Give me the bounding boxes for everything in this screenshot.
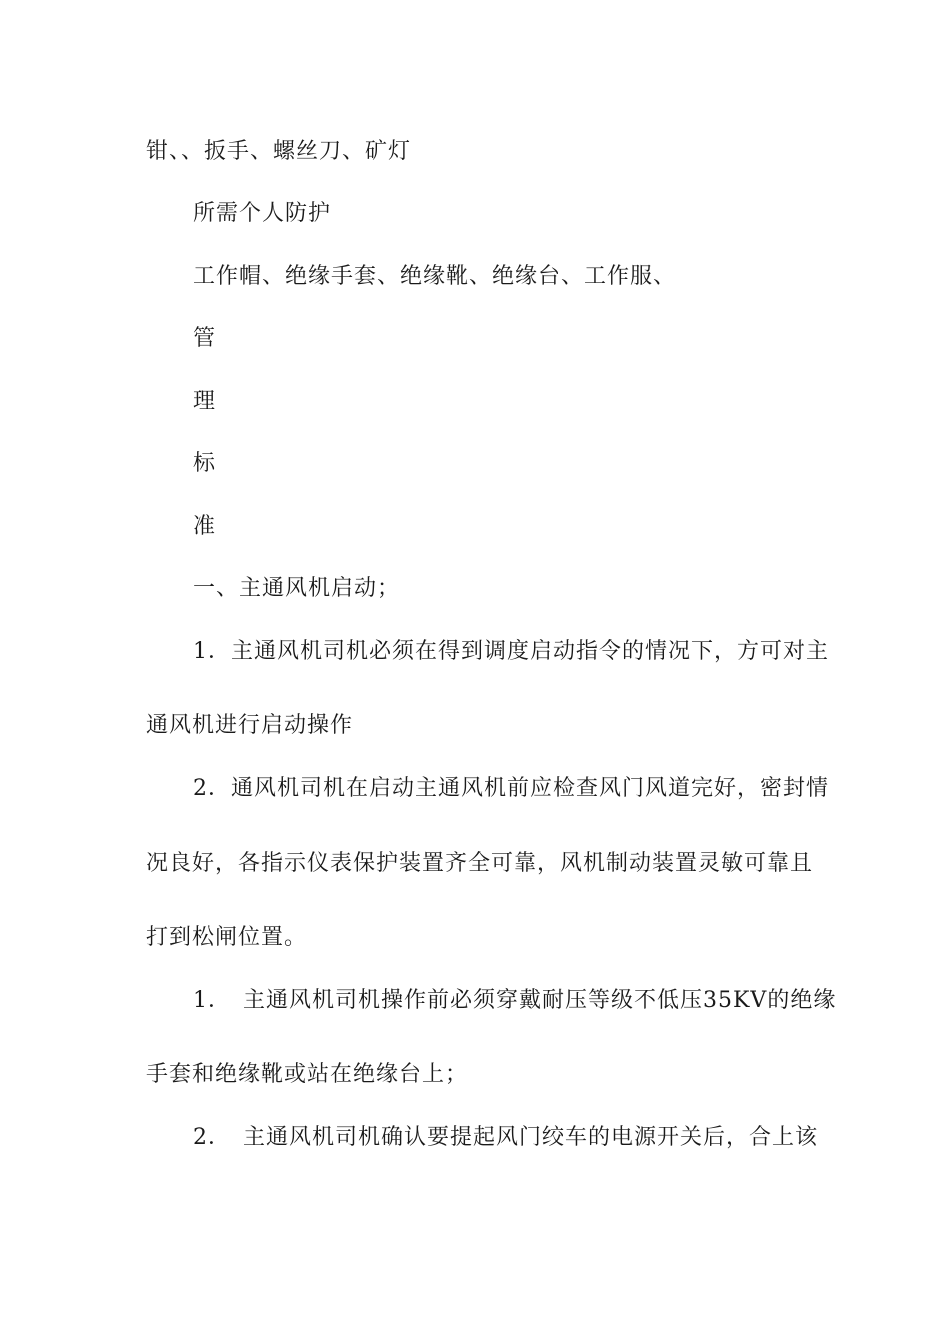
vertical-heading-char-4: 准 xyxy=(193,514,217,539)
paragraph-3-line-1: 1． 主通风机司机操作前必须穿戴耐压等级不低压35KV的绝缘 xyxy=(193,988,837,1013)
vertical-heading-char-1: 管 xyxy=(193,326,217,351)
paragraph-2-line-3: 打到松闸位置。 xyxy=(146,925,308,950)
vertical-heading-char-3: 标 xyxy=(193,451,217,476)
vertical-heading-char-2: 理 xyxy=(193,389,217,414)
paragraph-2-line-1: 2．通风机司机在启动主通风机前应检查风门风道完好，密封情 xyxy=(193,776,829,801)
ppe-items-line: 工作帽、绝缘手套、绝缘靴、绝缘台、工作服、 xyxy=(193,264,677,289)
paragraph-1-line-2: 通风机进行启动操作 xyxy=(146,713,354,738)
paragraph-2-line-2: 况良好，各指示仪表保护装置齐全可靠，风机制动装置灵敏可靠且 xyxy=(146,851,814,876)
ppe-heading: 所需个人防护 xyxy=(193,201,332,226)
paragraph-3-line-2: 手套和绝缘靴或站在绝缘台上； xyxy=(146,1062,469,1087)
paragraph-1-line-1: 1．主通风机司机必须在得到调度启动指令的情况下，方可对主 xyxy=(193,639,829,664)
paragraph-4-line-1: 2． 主通风机司机确认要提起风门绞车的电源开关后，合上该 xyxy=(193,1125,818,1150)
tools-line: 钳、、扳手、螺丝刀、矿灯 xyxy=(146,139,412,164)
section-heading: 一、主通风机启动； xyxy=(193,576,401,601)
